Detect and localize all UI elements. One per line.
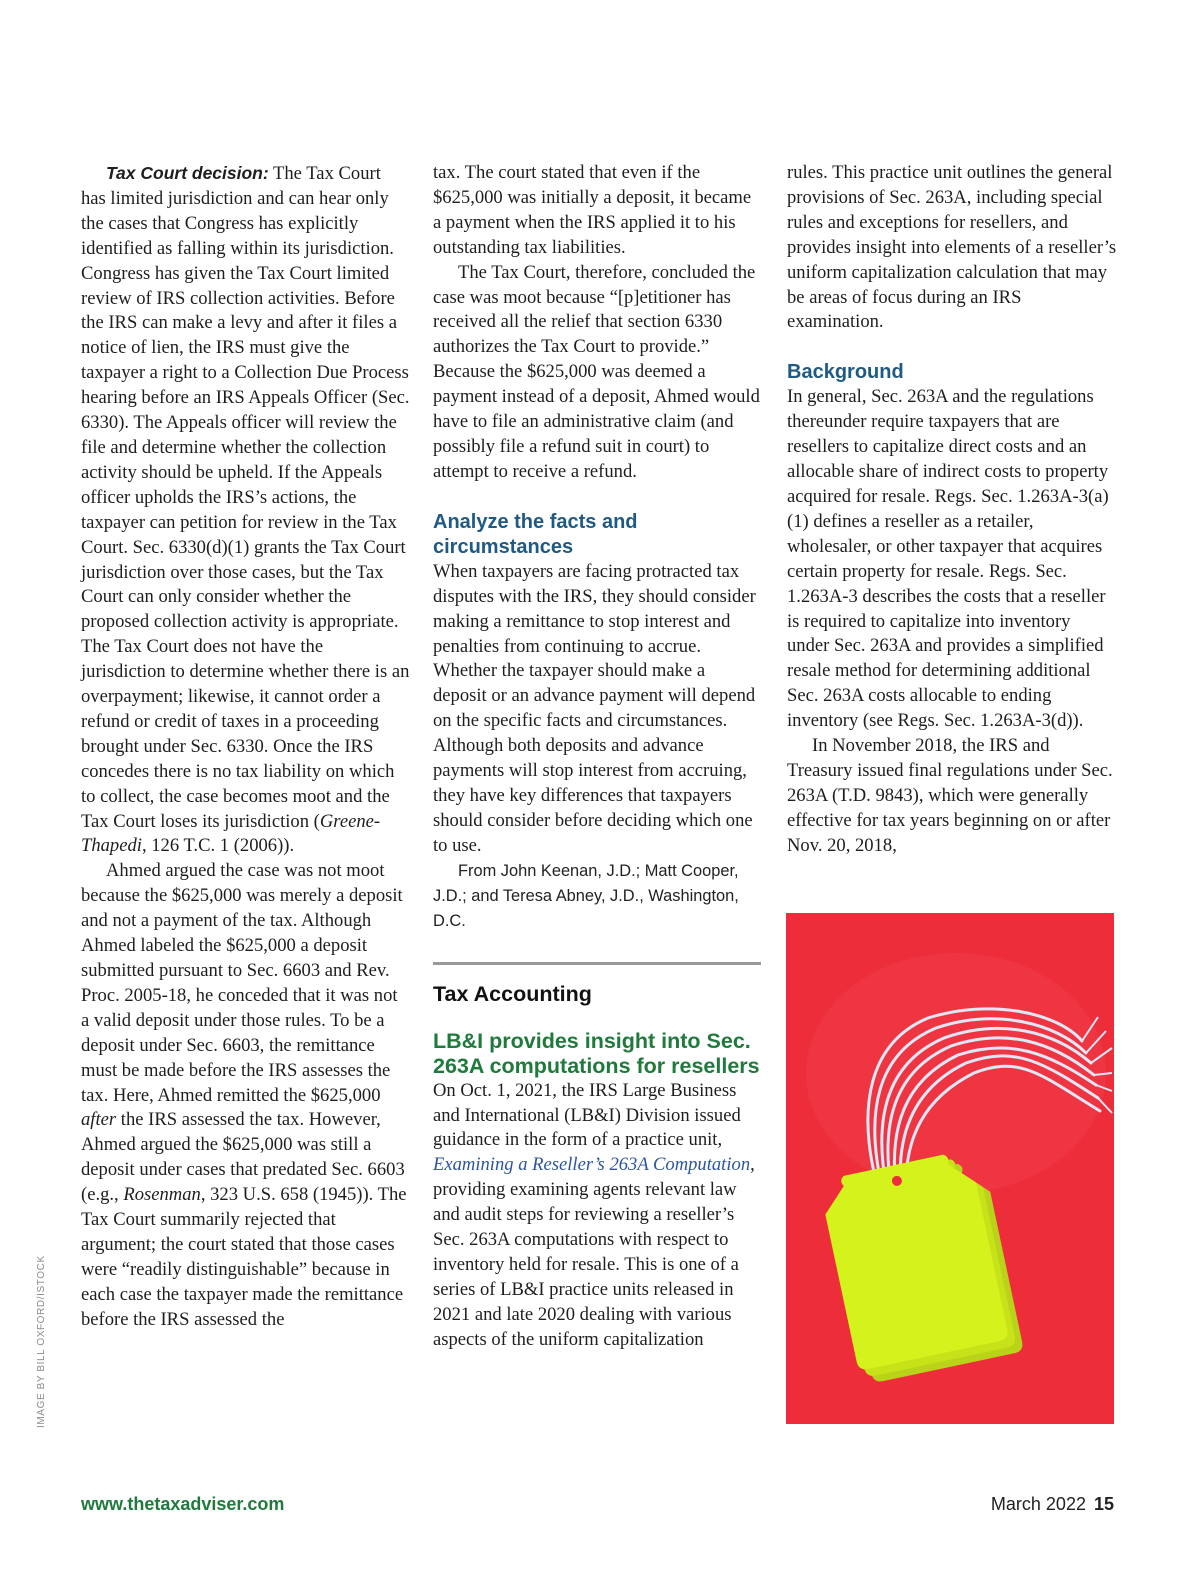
run-in-heading: Tax Court decision: (106, 163, 269, 183)
issue-and-page (991, 1494, 1114, 1515)
column-2 (433, 161, 761, 1353)
paragraph: rules. This practice unit outlines the general provisions of Sec. 263A, including special rules and exceptions for resellers, and provides insight into elements of a reseller’s uniform capitalization calculation that may be areas of focus during an IRS examination. (787, 162, 1117, 333)
paragraph: When taxpayers are facing protracted tax disputes with the IRS, they should consider making a remittance to stop interest and penalties from continuing to accrue. Whether the taxpayer should make a deposit or an advance payment will depend on the specific facts and circumstances. Although both deposits and advance payments will stop interest from accruing, they have key differences that taxpayers should consider before deciding which one to use. (433, 560, 756, 856)
section-heading: Background (787, 361, 904, 384)
page-number: 15 (1093, 1494, 1114, 1514)
case-citation: Rosenman (123, 1184, 201, 1206)
price-tags-photo (786, 913, 1114, 1424)
paragraph: In general, Sec. 263A and the regulations thereunder require taxpayers that are resellers to capitalize direct costs and an allocable share of indirect costs to property acquired for resale. Regs. Sec. 1.263A-3(a)(1) defines a reseller as a retailer, wholesaler, or other taxpayer that acquires certain property for resale. Regs. Sec. 1.263A-3 describes the costs that a reseller is required to capitalize into inventory under Sec. 263A and provides a simplified resale method for determining additional Sec. 263A costs allocable to ending inventory (see Regs. Sec. 1.263A-3(d)). (787, 386, 1109, 732)
department-label: Tax Accounting (433, 981, 592, 1006)
paragraph: Tax Court decision: The Tax Court has limited jurisdiction and can hear only the cases that Congress has explicitly identified as falling within its jurisdiction. Congress has given the Tax Court limited review of IRS collection activities. Before the IRS can make a levy and after it files a notice of lien, the IRS must give the taxpayer a right to a Collection Due Process hearing before an IRS Appeals Officer (Sec. 6330). The Appeals officer will review the file and determine whether the collection activity should be upheld. If the Appeals officer upholds the IRS’s actions, the taxpayer can petition for review in the Tax Court. Sec. 6330(d)(1) grants the Tax Court jurisdiction over those cases, but the Tax Court can only consider whether the proposed collection activity is appropriate. The Tax Court does not have the jurisdiction to determine whether there is an overpayment; likewise, it cannot order a refund or credit of taxes in a proceeding brought under Sec. 6330. Once the IRS concedes there is no tax liability on which to collect, the case becomes moot and the Tax Court loses its jurisdiction (Greene-Thapedi, 126 T.C. 1 (2006)). (81, 163, 410, 857)
column-3 (787, 161, 1117, 859)
article-headline: LB&I provides insight into Sec. 263A computations for resellers (433, 1028, 760, 1078)
practice-unit-link[interactable]: Examining a Reseller’s 263A Computation (433, 1154, 751, 1176)
issue-date: March 2022 (990, 1494, 1086, 1514)
website-url[interactable]: www.thetaxadviser.com (81, 1494, 285, 1514)
section-divider (433, 962, 761, 965)
paragraph: The Tax Court, therefore, concluded the case was moot because “[p]etitioner has received all the relief that section 6330 authorizes the Tax Court to provide.” Because the $625,000 was deemed a payment instead of a deposit, Ahmed would have to file an administrative claim (and possibly file a refund suit in court) to attempt to receive a refund. (433, 261, 760, 482)
paragraph: On Oct. 1, 2021, the IRS Large Business and International (LB&I) Division issued guidance in the form of a practice unit, Examining a Reseller’s 263A Computation, providing examining agents relevant law and audit steps for reviewing a reseller’s Sec. 263A computations with respect to inventory held for resale. This is one of a series of LB&I practice units released in 2021 and late 2020 dealing with various aspects of the uniform capitalization (433, 1079, 755, 1350)
author-credit: From John Keenan, J.D.; Matt Cooper, J.D.; and Teresa Abney, J.D., Washington, D.C. (433, 861, 739, 930)
paragraph: In November 2018, the IRS and Treasury issued final regulations under Sec. 263A (T.D. 9843), which were generally effective for tax years beginning on or after Nov. 20, 2018, (787, 735, 1113, 856)
column-1 (81, 161, 410, 1333)
paragraph: Ahmed argued the case was not moot because the $625,000 was merely a deposit and not a payment of the tax. Although Ahmed labeled the $625,000 a deposit submitted pursuant to Sec. 6603 and Rev. Proc. 2005-18, he conceded that it was not a valid deposit under those rules. To be a deposit under Sec. 6603, the remittance must be made before the IRS assesses the tax. Here, Ahmed remitted the $625,000 after the IRS assessed the tax. However, Ahmed argued the $625,000 was still a deposit under cases that predated Sec. 6603 (e.g., Rosenman, 323 U.S. 658 (1945)). The Tax Court summarily rejected that argument; the court stated that those cases were “readily distinguishable” because in each case the taxpayer made the remittance before the IRS assessed the (81, 860, 407, 1330)
case-citation: Greene-Thapedi (81, 810, 381, 857)
image-credit: IMAGE BY BILL OXFORD/ISTOCK (36, 1255, 47, 1428)
section-heading: Analyze the facts and circumstances (433, 510, 638, 558)
paragraph: tax. The court stated that even if the $625,000 was initially a deposit, it became a payment when the IRS applied it to his outstanding tax liabilities. (433, 162, 752, 258)
price-tags-illustration (786, 913, 1114, 1424)
